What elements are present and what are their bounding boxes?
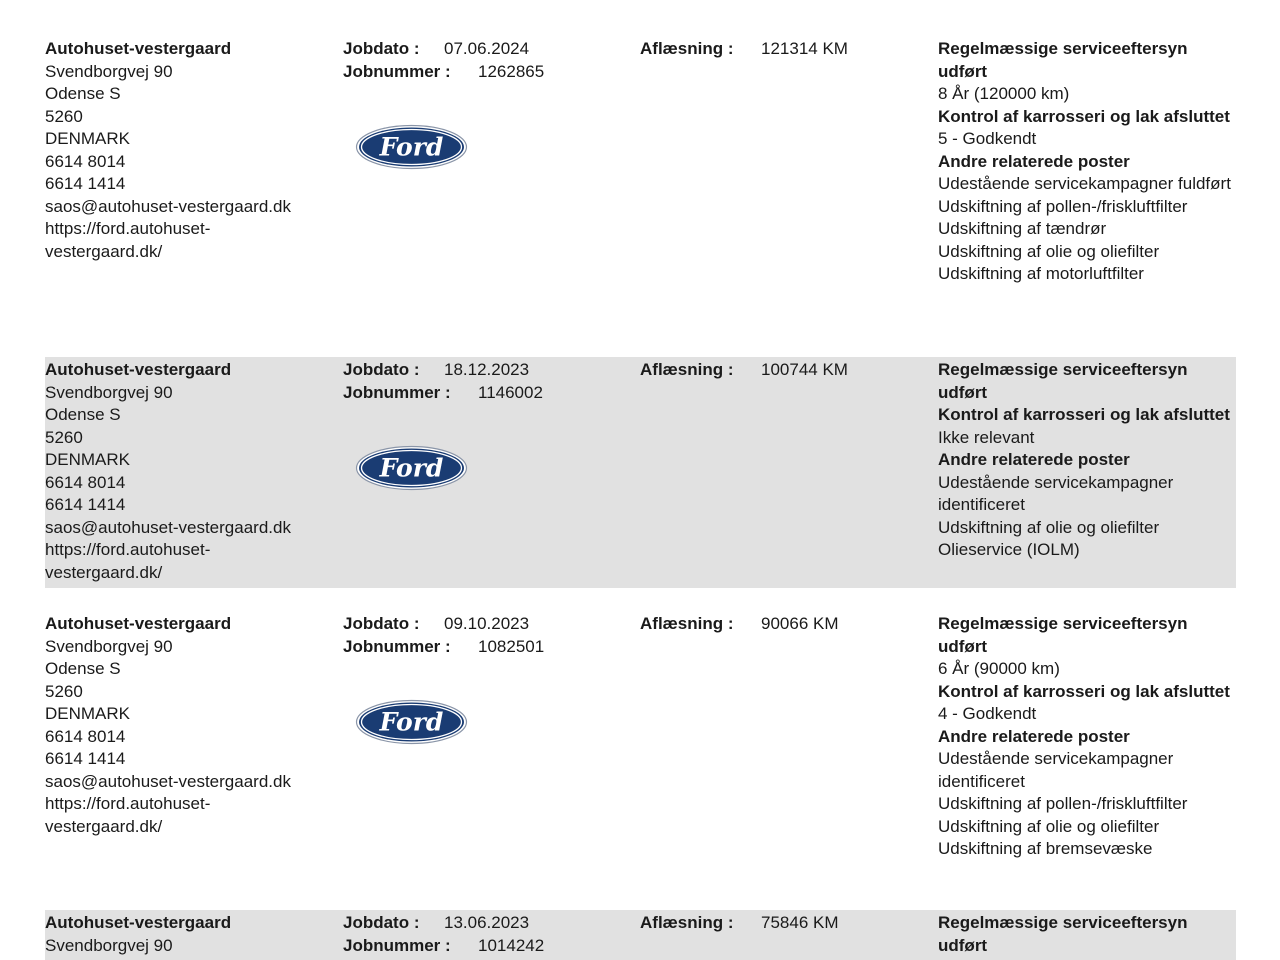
svg-text:Ford: Ford [379, 707, 444, 737]
service-heading: Andre relaterede poster [938, 726, 1130, 746]
jobnummer-label: Jobnummer : [343, 61, 451, 81]
dealer-city: Odense S [45, 84, 121, 103]
dealer-street: Svendborgvej 90 [45, 935, 173, 955]
service-item: Udestående servicekampagner identificeret [938, 472, 1174, 514]
service-record-3 [45, 613, 1236, 891]
odometer-info [640, 912, 930, 935]
dealer-phone: 6614 8014 [45, 472, 126, 492]
service-heading: Regelmæssige serviceeftersyn udført [938, 614, 1188, 656]
dealer-website-link[interactable]: vestergaard.dk/ [45, 241, 163, 261]
dealer-zip: 5260 [45, 681, 83, 701]
service-item: 8 År (120000 km) [938, 84, 1070, 103]
jobnummer-value: 1082501 [478, 636, 545, 656]
dealer-name: Autohuset-vestergaard [45, 614, 232, 633]
service-item: Udskiftning af tændrør [938, 219, 1107, 238]
jobnummer-value: 1014242 [478, 935, 545, 955]
dealer-phone: 6614 1414 [45, 495, 126, 514]
service-item: Olieservice (IOLM) [938, 540, 1080, 559]
service-item: Udskiftning af olie og oliefilter [938, 816, 1160, 836]
jobdato-value: 18.12.2023 [444, 360, 530, 379]
jobnummer-label: Jobnummer : [343, 636, 451, 656]
jobdato-value: 07.06.2024 [444, 39, 530, 58]
jobdato-label: Jobdato : [343, 360, 420, 379]
service-heading: Regelmæssige serviceeftersyn udført [938, 913, 1188, 955]
dealer-phone: 6614 8014 [45, 151, 126, 171]
dealer-email-link[interactable]: saos@autohuset-vestergaard.dk [45, 517, 291, 537]
dealer-info [45, 38, 335, 263]
jobnummer-value: 1146002 [478, 382, 543, 402]
dealer-name: Autohuset-vestergaard [45, 360, 232, 379]
service-item: 6 År (90000 km) [938, 659, 1060, 678]
dealer-name: Autohuset-vestergaard [45, 913, 232, 932]
jobdato-value: 13.06.2023 [444, 913, 530, 932]
service-record-2 [45, 357, 1236, 588]
service-item: Udskiftning af olie og oliefilter [938, 241, 1160, 261]
service-list [938, 912, 1236, 957]
job-info [343, 38, 633, 162]
dealer-email-link[interactable]: saos@autohuset-vestergaard.dk [45, 196, 291, 216]
service-item: Udskiftning af motorluftfilter [938, 264, 1144, 283]
service-heading: Kontrol af karrosseri og lak afsluttet [938, 405, 1230, 424]
service-heading: Regelmæssige serviceeftersyn udført [938, 360, 1188, 402]
dealer-info [45, 613, 335, 838]
service-item: Udestående servicekampagner identificeret [938, 749, 1174, 791]
jobdato-value: 09.10.2023 [444, 614, 530, 633]
service-list [938, 38, 1236, 286]
svg-text:Ford: Ford [379, 132, 444, 162]
service-heading: Kontrol af karrosseri og lak afsluttet [938, 681, 1230, 701]
odometer-info [640, 38, 930, 61]
aflaesning-label: Aflæsning : [640, 360, 734, 379]
dealer-phone: 6614 8014 [45, 726, 126, 746]
aflaesning-value: 121314 KM [761, 39, 848, 58]
service-record-1 [45, 38, 1236, 338]
dealer-zip: 5260 [45, 427, 83, 447]
jobdato-label: Jobdato : [343, 39, 420, 58]
service-list [938, 359, 1236, 562]
ford-logo-icon [355, 124, 468, 170]
service-item: Udskiftning af bremsevæske [938, 839, 1153, 858]
service-heading: Kontrol af karrosseri og lak afsluttet [938, 106, 1230, 126]
service-item: 5 - Godkendt [938, 129, 1037, 148]
aflaesning-label: Aflæsning : [640, 614, 734, 633]
job-info [343, 613, 633, 737]
service-list [938, 613, 1236, 861]
service-item: 4 - Godkendt [938, 704, 1037, 723]
dealer-website-link[interactable]: https://ford.autohuset- [45, 540, 211, 559]
dealer-website-link[interactable]: vestergaard.dk/ [45, 816, 163, 836]
service-item: Udskiftning af pollen-/friskluftfilter [938, 196, 1188, 216]
dealer-website-link[interactable]: https://ford.autohuset- [45, 794, 211, 813]
dealer-zip: 5260 [45, 106, 83, 126]
service-item: Udskiftning af pollen-/friskluftfilter [938, 794, 1188, 813]
odometer-info [640, 359, 930, 382]
dealer-website-link[interactable]: vestergaard.dk/ [45, 562, 163, 582]
aflaesning-value: 75846 KM [761, 913, 839, 932]
service-item: Udskiftning af olie og oliefilter [938, 517, 1160, 537]
service-heading: Andre relaterede poster [938, 450, 1130, 469]
service-item: Udestående servicekampagner fuldført [938, 174, 1231, 193]
svg-text:Ford: Ford [379, 453, 444, 483]
dealer-info [45, 912, 335, 957]
ford-logo-icon [355, 699, 468, 745]
dealer-street: Svendborgvej 90 [45, 382, 173, 402]
dealer-phone: 6614 1414 [45, 174, 126, 193]
service-heading: Regelmæssige serviceeftersyn udført [938, 39, 1188, 81]
odometer-info [640, 613, 930, 636]
dealer-city: Odense S [45, 659, 121, 678]
service-item: Ikke relevant [938, 427, 1035, 447]
dealer-country: DENMARK [45, 129, 131, 148]
job-info [343, 359, 633, 483]
dealer-website-link[interactable]: https://ford.autohuset- [45, 219, 211, 238]
aflaesning-label: Aflæsning : [640, 39, 734, 58]
dealer-email-link[interactable]: saos@autohuset-vestergaard.dk [45, 771, 291, 791]
dealer-info [45, 359, 335, 584]
service-record-4 [45, 910, 1236, 960]
jobnummer-value: 1262865 [478, 61, 545, 81]
jobdato-label: Jobdato : [343, 913, 420, 932]
jobdato-label: Jobdato : [343, 614, 420, 633]
aflaesning-label: Aflæsning : [640, 913, 734, 932]
service-heading: Andre relaterede poster [938, 151, 1130, 171]
dealer-country: DENMARK [45, 704, 131, 723]
dealer-country: DENMARK [45, 450, 131, 469]
aflaesning-value: 100744 KM [761, 360, 848, 379]
job-info [343, 912, 633, 957]
jobnummer-label: Jobnummer : [343, 382, 451, 402]
dealer-street: Svendborgvej 90 [45, 636, 173, 656]
dealer-name: Autohuset-vestergaard [45, 39, 232, 58]
jobnummer-label: Jobnummer : [343, 935, 451, 955]
dealer-street: Svendborgvej 90 [45, 61, 173, 81]
dealer-phone: 6614 1414 [45, 749, 126, 768]
dealer-city: Odense S [45, 405, 121, 424]
ford-logo-icon [355, 445, 468, 491]
aflaesning-value: 90066 KM [761, 614, 839, 633]
